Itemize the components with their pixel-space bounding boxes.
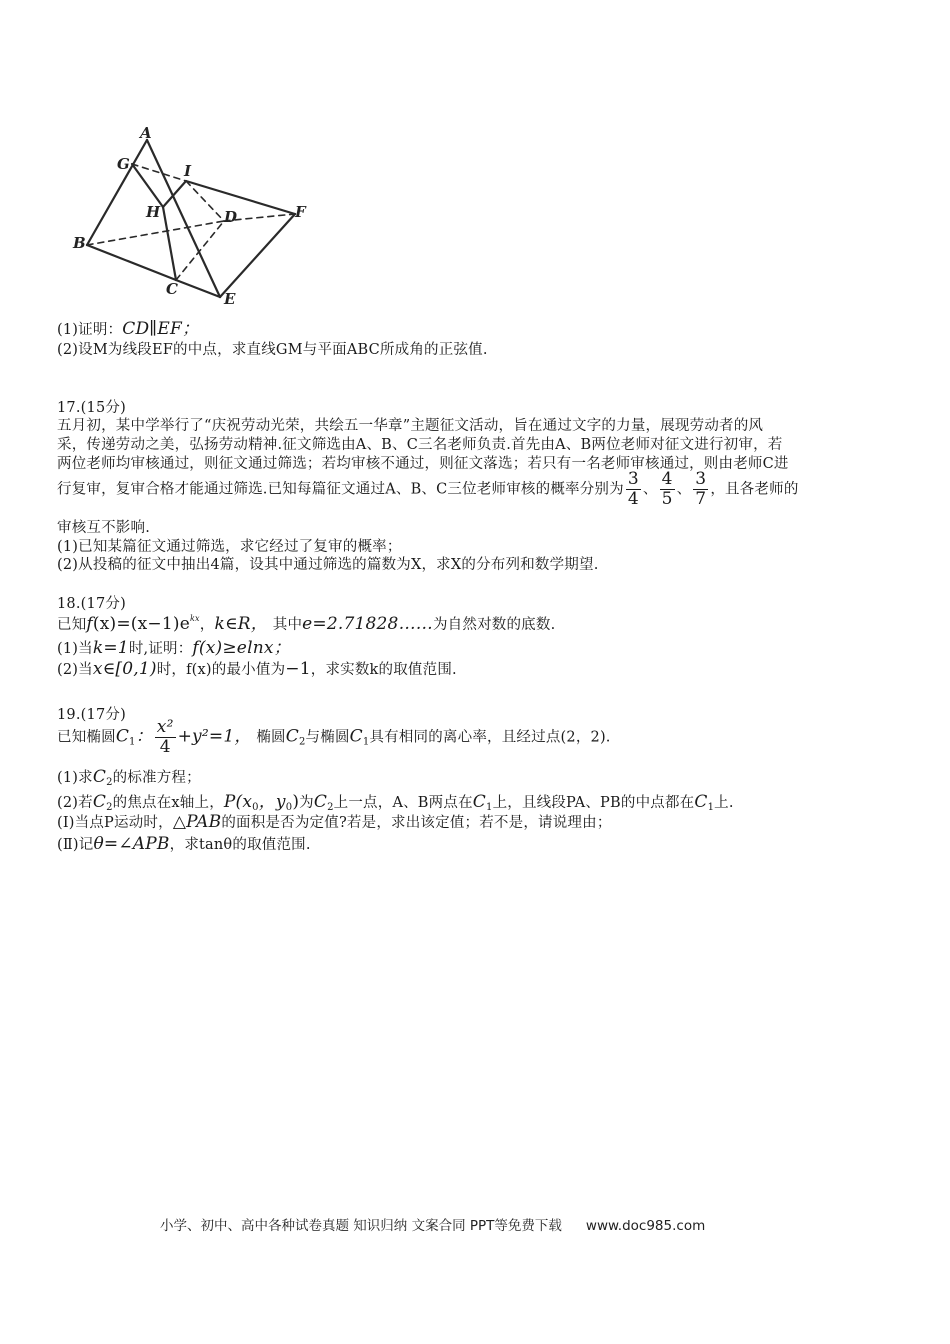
q17-line5: 审核互不影响. [57,520,151,536]
label-D: D [224,208,238,226]
text: (1)求 [57,770,93,786]
math-k: k∈R， [214,614,268,634]
text: 已知椭圆 [57,729,116,746]
footer [160,1214,705,1234]
text: 椭圆 [256,729,286,746]
math-exponent: kx [189,614,200,623]
q19-part1 [57,766,201,788]
separator: 、 [676,481,692,498]
q19-header: 19.(17分) [57,707,126,723]
subscript: 1 [707,802,715,813]
q17-line4 [57,470,799,509]
text: 与椭圆 [305,729,350,746]
q18-header: 18.(17分) [57,596,126,612]
math-C: C [472,792,486,812]
fraction-4-5 [660,470,675,509]
math: ： [135,726,153,747]
q18-line1 [57,609,555,634]
frac-num: x² [156,717,174,737]
q17-line2: 采，传递劳动之美，弘扬劳动精神.征文筛选由A、B、C三名老师负责.首先由A、B两位老师对征文进行初审，若 [57,437,783,453]
subscript: 1 [129,736,136,748]
edge-BC [87,245,176,280]
text: 时,证明： [128,641,193,657]
math-C: C [92,767,107,787]
math: f(x)≥elnx； [192,638,291,658]
math: △PAB [172,812,222,832]
text: 的标准方程； [112,770,201,786]
text: 具有相同的离心率，且经过点(2，2). [369,729,611,746]
math-e: e=2.71828…… [302,614,433,634]
label-G: G [117,155,130,173]
text: 其中 [272,617,303,633]
q17-line3: 两位老师均审核通过，则征文通过筛选；若均审核不通过，则征文落选；若只有一名老师审核通过，则由老师C进 [57,456,789,472]
label-C: C [166,280,178,298]
separator: 、 [642,481,658,498]
frac-den: 5 [661,489,673,509]
q17-line4-tail: ，且各老师的 [710,481,799,498]
footer-link[interactable]: www.doc985.com [585,1218,706,1234]
frac-den: 7 [695,489,707,509]
fraction-3-4 [626,470,641,509]
q16-part1-math: CD∥EF； [122,319,200,339]
subscript: 1 [486,802,493,813]
math: ) [292,792,300,812]
q16-part2: (2)设M为线段EF的中点，求直线GM与平面ABC所成角的正弦值. [57,342,488,358]
edge-HI [163,181,186,207]
math-P: P(x [223,792,253,812]
q17-header: 17.(15分) [57,400,126,416]
text: (Ⅰ)当点P运动时， [57,815,173,831]
edge-GH [132,164,163,207]
text: 的焦点在x轴上， [112,795,224,811]
frac-num: 3 [627,469,639,489]
q17-line1: 五月初，某中学举行了“庆祝劳动光荣，共绘五一华章”主题征文活动，旨在通过文字的力量，展现劳动者的风 [57,418,764,434]
label-B: B [73,234,86,252]
q16-part1-label: (1)证明： [57,322,123,338]
math: +y²=1， [177,726,252,747]
subscript: 0 [252,802,259,813]
math-C: C [92,792,107,812]
subscript: 2 [298,736,306,748]
subscript: 0 [285,802,293,813]
q17-line4-text: 行复审，复审合格才能通过筛选.已知每篇征文通过A、B、C三位老师审核的概率分别为 [57,481,624,498]
label-E: E [224,290,236,308]
frac-num: 3 [695,469,707,489]
text: ， [199,617,215,633]
text: (2)当 [57,662,93,678]
geometry-figure [60,118,330,308]
text: 已知 [57,617,87,633]
math: x∈[0,1) [92,659,157,679]
label-H: H [146,203,161,221]
frac-den: 4 [159,737,171,757]
q18-part1 [57,633,291,658]
math-C: C [115,726,130,747]
fraction-3-7 [693,470,708,509]
q17-part1: (1)已知某篇征文通过筛选，求它经过了复审的概率； [57,539,402,555]
math-C: C [349,726,363,747]
q19-part-II [57,833,311,854]
subscript: 2 [106,777,113,788]
math: θ=∠APB [93,834,170,854]
label-I: I [184,162,192,180]
edge-CD [176,221,224,280]
text: 为 [299,795,314,811]
text: ，求tanθ的取值范围. [169,837,311,853]
math-expr: (x)=(x−1)e [92,614,190,634]
text: 的面积是否为定值?若是，求出该定值；若不是，请说理由； [221,815,612,831]
edge-BD [87,221,224,245]
text: (1)当 [57,641,93,657]
text: 上一点，A、B两点在 [333,795,473,811]
frac-den: 4 [627,489,639,509]
math-f: f [86,614,93,634]
q19-part-I [57,811,612,832]
frac-num: 4 [661,469,673,489]
math: −1 [285,659,311,679]
math: ，y [258,792,286,812]
text: ，求实数k的取值范围. [310,662,457,678]
label-F: F [295,203,306,221]
q19-part2 [57,787,734,813]
q18-part2 [57,658,457,679]
text: 为自然对数的底数. [432,617,556,633]
subscript: 1 [362,736,370,748]
q19-line1 [57,718,611,757]
q16-part1 [57,314,199,339]
math-C: C [285,726,299,747]
text: 时，f(x)的最小值为 [156,662,286,678]
text: (Ⅱ)记 [57,837,94,853]
footer-text: 小学、初中、高中各种试卷真题 知识归纳 文案合同 PPT等免费下载 [160,1218,562,1234]
math-C: C [694,792,708,812]
subscript: 2 [106,802,113,813]
edge-EF [220,214,295,297]
math: k=1 [92,638,129,658]
text: (2)若 [57,795,93,811]
label-A: A [140,124,152,142]
math-C: C [313,792,328,812]
edge-HC [163,207,176,280]
fraction-x2-4 [155,718,176,757]
text: 上，且线段PA、PB的中点都在 [492,795,695,811]
subscript: 2 [327,802,334,813]
text: 上. [714,795,734,811]
q17-part2: (2)从投稿的征文中抽出4篇，设其中通过筛选的篇数为X，求X的分布列和数学期望. [57,557,599,573]
